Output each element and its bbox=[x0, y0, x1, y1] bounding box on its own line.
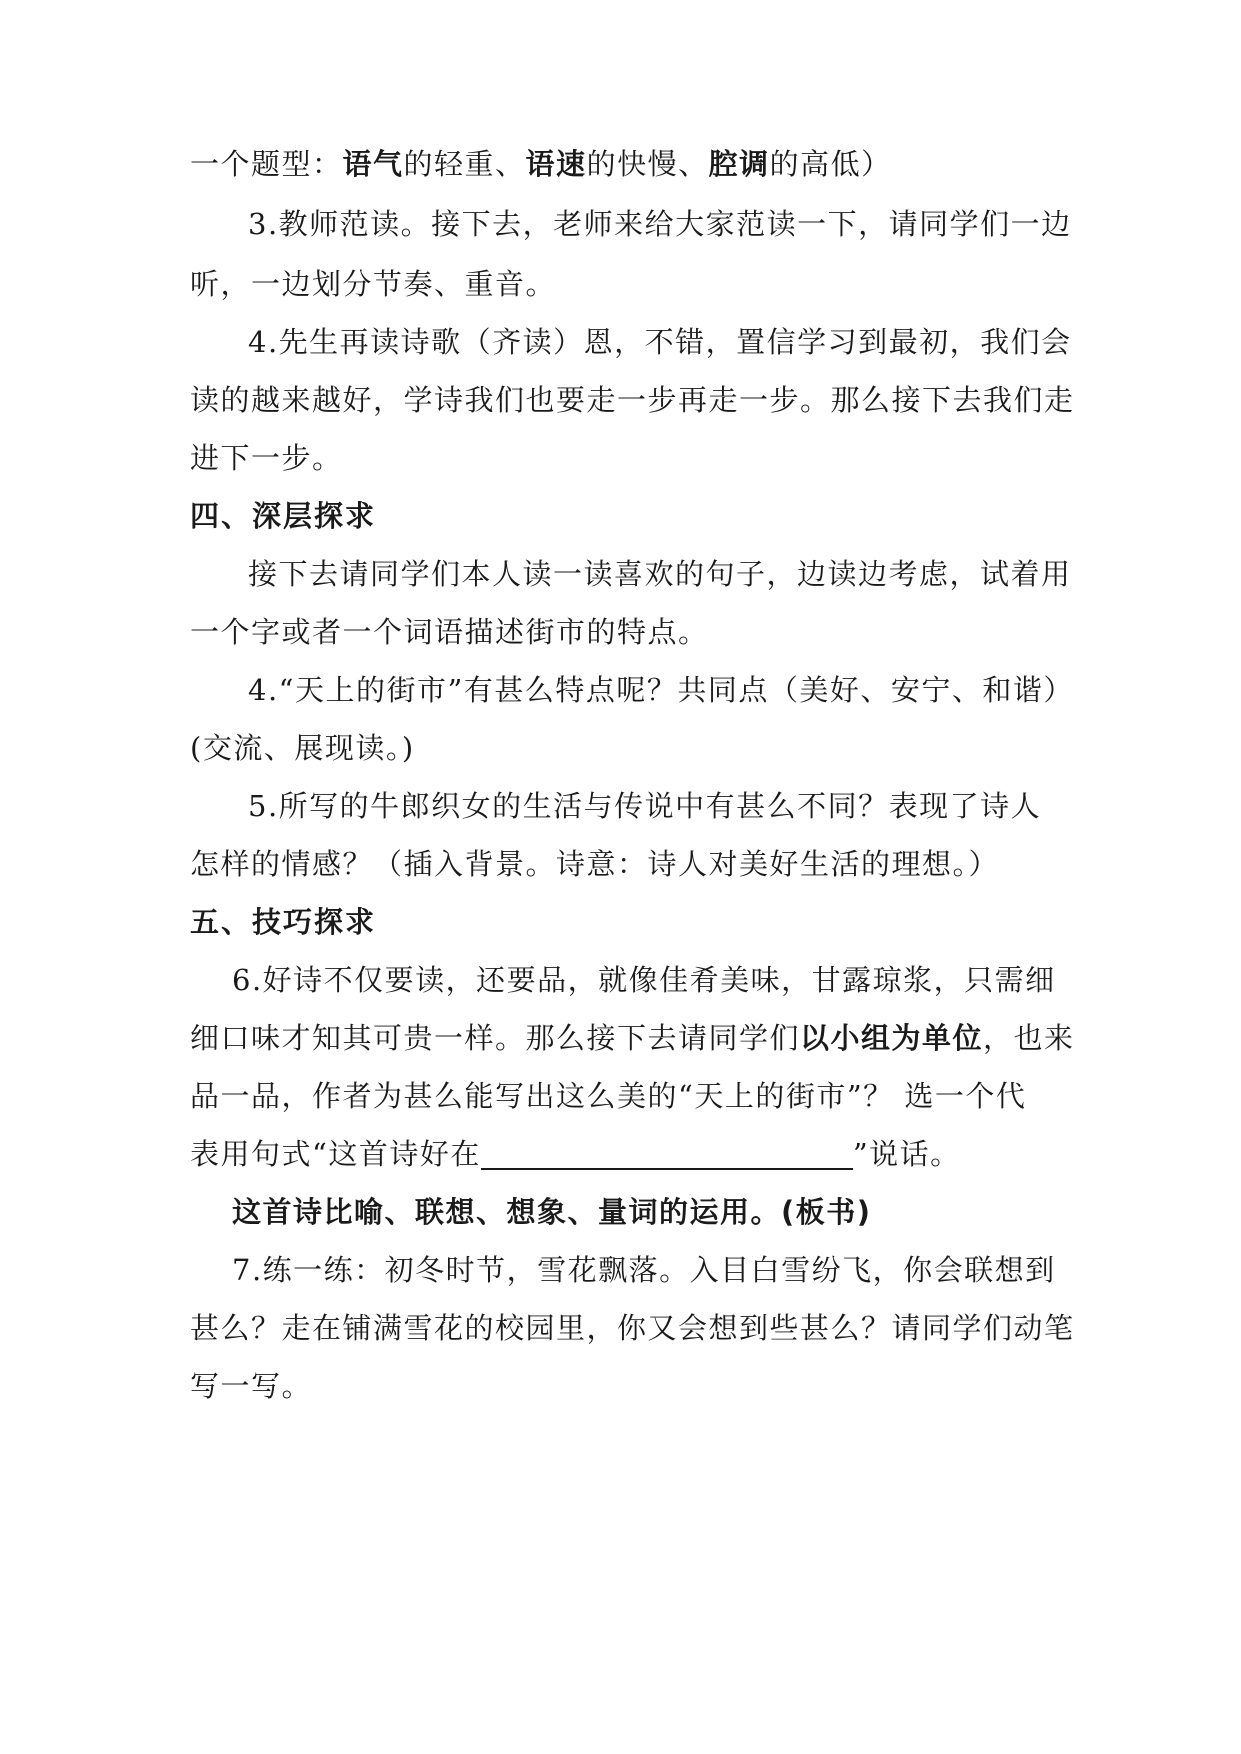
paragraph-line: 接下去请同学们本人读一读喜欢的句子，边读边考虑，试着用 bbox=[248, 557, 1072, 591]
paragraph-line bbox=[190, 1018, 1075, 1058]
paragraph-line: 怎样的情感？（插入背景。诗意：诗人对美好生活的理想。） bbox=[190, 847, 1000, 881]
paragraph-line: 写一写。 bbox=[190, 1369, 313, 1403]
paragraph-line: 5.所写的牛郎织女的生活与传说中有甚么不同？表现了诗人 bbox=[248, 789, 1042, 823]
paragraph-line: 进下一步。 bbox=[190, 441, 343, 475]
bold-term: 以小组为单位 bbox=[800, 1021, 984, 1055]
paragraph-line: 听，一边划分节奏、重音。 bbox=[190, 267, 557, 301]
text-fragment: ，也来 bbox=[983, 1021, 1075, 1055]
text-fragment: 细口味才知其可贵一样。那么接下去请同学们 bbox=[190, 1021, 801, 1055]
paragraph-line: 3.教师范读。接下去，老师来给大家范读一下，请同学们一边 bbox=[248, 207, 1072, 241]
fill-in-blank bbox=[481, 1138, 853, 1170]
text-fragment: 的轻重、 bbox=[403, 147, 526, 181]
board-note: 这首诗比喻、联想、想象、量词的运用。(板书) bbox=[232, 1195, 872, 1229]
paragraph-line bbox=[190, 1134, 1060, 1174]
bold-term: 语气 bbox=[342, 147, 404, 181]
text-fragment: 一个题型： bbox=[190, 147, 343, 181]
text-fragment: 表用句式“这首诗好在 bbox=[190, 1137, 481, 1171]
bold-term: 腔调 bbox=[708, 147, 770, 181]
text-fragment: 的高低） bbox=[769, 147, 892, 181]
paragraph-line: 品一品，作者为甚么能写出这么美的“天上的街市”？ 选一个代 bbox=[190, 1079, 1027, 1113]
text-line bbox=[190, 144, 1060, 184]
paragraph-line: 读的越来越好，学诗我们也要走一步再走一步。那么接下去我们走 bbox=[190, 383, 1075, 417]
paragraph-line: (交流、展现读。) bbox=[190, 731, 415, 765]
text-fragment: 的快慢、 bbox=[586, 147, 709, 181]
paragraph-line: 甚么？走在铺满雪花的校园里，你又会想到些甚么？请同学们动笔 bbox=[190, 1311, 1075, 1345]
bold-term: 语速 bbox=[525, 147, 587, 181]
section-heading: 五、技巧探求 bbox=[190, 905, 377, 939]
text-fragment: ”说话。 bbox=[852, 1137, 961, 1171]
paragraph-line: 7.练一练：初冬时节，雪花飘落。入目白雪纷飞，你会联想到 bbox=[232, 1253, 1056, 1287]
paragraph-line: 4.先生再读诗歌（齐读）恩，不错，置信学习到最初，我们会 bbox=[248, 325, 1072, 359]
paragraph-line: 4.“天上的街市”有甚么特点呢？共同点（美好、安宁、和谐） bbox=[248, 673, 1074, 707]
paragraph-line: 6.好诗不仅要读，还要品，就像佳肴美味，甘露琼浆，只需细 bbox=[232, 963, 1056, 997]
section-heading: 四、深层探求 bbox=[190, 499, 377, 533]
paragraph-line: 一个字或者一个词语描述街市的特点。 bbox=[190, 615, 709, 649]
